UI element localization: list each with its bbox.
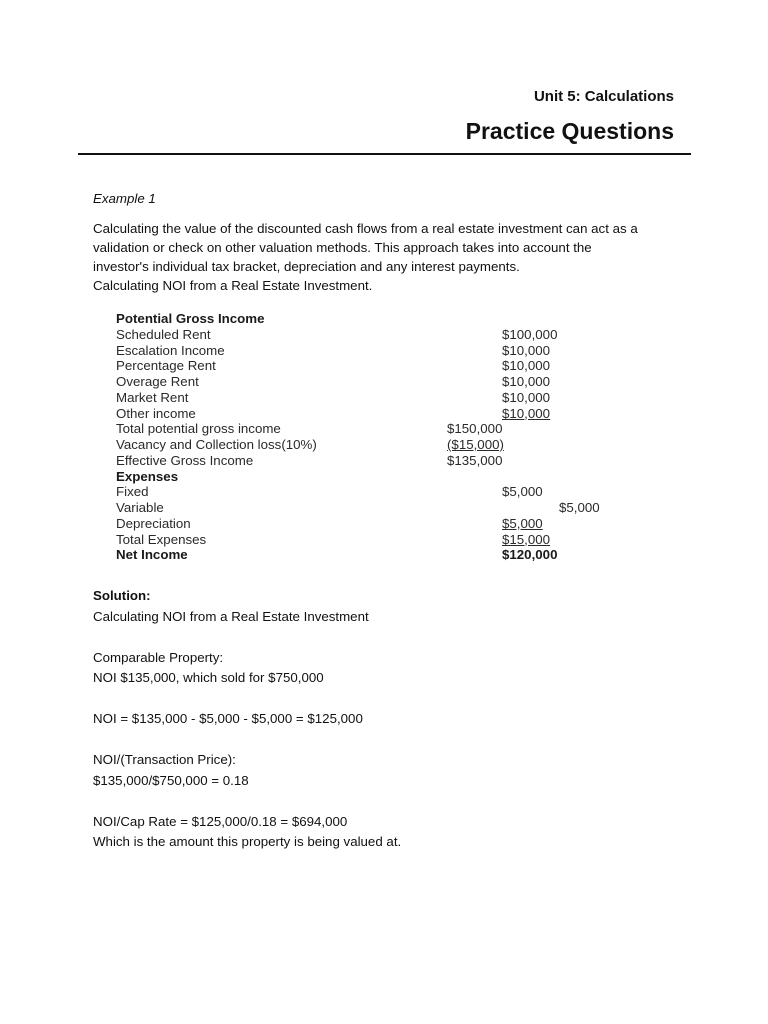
- solution-line-7: NOI/Cap Rate = $125,000/0.18 = $694,000: [93, 814, 348, 829]
- statement-row: [116, 390, 636, 406]
- statement-label: Overage Rent: [116, 374, 199, 389]
- statement-label: Net Income: [116, 547, 188, 563]
- statement-row: [116, 500, 636, 516]
- statement-label: Vacancy and Collection loss(10%): [116, 437, 317, 452]
- solution-line-6: $135,000/$750,000 = 0.18: [93, 773, 249, 788]
- statement-label: Potential Gross Income: [116, 311, 265, 326]
- statement-value: $100,000: [502, 326, 558, 342]
- example-paragraph-line-2: validation or check on other valuation methods. This approach takes into account the: [93, 240, 592, 255]
- statement-row: [116, 453, 636, 469]
- statement-row: [116, 484, 636, 500]
- unit-title: Unit 5: Calculations: [533, 88, 674, 105]
- statement-value: $5,000: [502, 515, 543, 531]
- statement-label: Total potential gross income: [116, 421, 281, 437]
- statement-row: [116, 311, 636, 327]
- statement-label: Scheduled Rent: [116, 326, 211, 342]
- statement-label: Escalation Income: [116, 342, 225, 358]
- statement-value: $5,000: [502, 484, 543, 500]
- statement-row: [116, 532, 636, 548]
- statement-label: Fixed: [116, 484, 149, 500]
- statement-row: [116, 437, 636, 453]
- statement-row: [116, 343, 636, 359]
- statement-label: Market Rent: [116, 389, 189, 405]
- statement-value: $120,000: [502, 547, 558, 563]
- statement-label: Effective Gross Income: [116, 452, 254, 468]
- solution-line-1: Calculating NOI from a Real Estate Investment: [93, 609, 369, 624]
- title-divider: [78, 153, 691, 155]
- statement-label: Depreciation: [116, 515, 191, 531]
- statement-row: [116, 421, 636, 437]
- income-statement-table: [116, 311, 636, 563]
- solution-line-3: NOI $135,000, which sold for $750,000: [93, 670, 324, 685]
- statement-row: [116, 374, 636, 390]
- statement-label: Percentage Rent: [116, 358, 216, 374]
- statement-value: $10,000: [502, 405, 551, 421]
- statement-row: [116, 469, 636, 485]
- statement-value: $10,000: [502, 374, 551, 389]
- statement-value: $10,000: [502, 358, 551, 374]
- statement-row: [116, 327, 636, 343]
- statement-row: [116, 516, 636, 532]
- statement-row: [116, 406, 636, 422]
- statement-row: [116, 547, 636, 563]
- statement-value: ($15,000): [447, 437, 504, 452]
- example-label: Example 1: [93, 191, 156, 206]
- statement-label: Variable: [116, 500, 164, 515]
- statement-label: Other income: [116, 405, 196, 421]
- example-paragraph-line-3: investor's individual tax bracket, depreciation and any interest payments.: [93, 259, 520, 274]
- page-title: Practice Questions: [465, 118, 674, 144]
- statement-value: $150,000: [447, 421, 503, 437]
- statement-label: Expenses: [116, 468, 179, 484]
- solution-line-5: NOI/(Transaction Price):: [93, 752, 236, 767]
- statement-value: $135,000: [447, 452, 503, 468]
- statement-value: $10,000: [502, 389, 551, 405]
- statement-label: Total Expenses: [116, 531, 207, 547]
- statement-value: $5,000: [559, 500, 600, 515]
- solution-line-2: Comparable Property:: [93, 650, 224, 665]
- example-paragraph-line-1: Calculating the value of the discounted cash flows from a real estate investment can act as a: [93, 221, 638, 236]
- statement-value: $10,000: [502, 342, 551, 358]
- solution-line-4: NOI = $135,000 - $5,000 - $5,000 = $125,000: [93, 711, 363, 726]
- solution-heading: Solution:: [93, 588, 151, 603]
- statement-row: [116, 358, 636, 374]
- solution-line-8: Which is the amount this property is being valued at.: [93, 834, 402, 849]
- example-paragraph-line-4: Calculating NOI from a Real Estate Investment.: [93, 278, 373, 293]
- statement-value: $15,000: [502, 531, 551, 547]
